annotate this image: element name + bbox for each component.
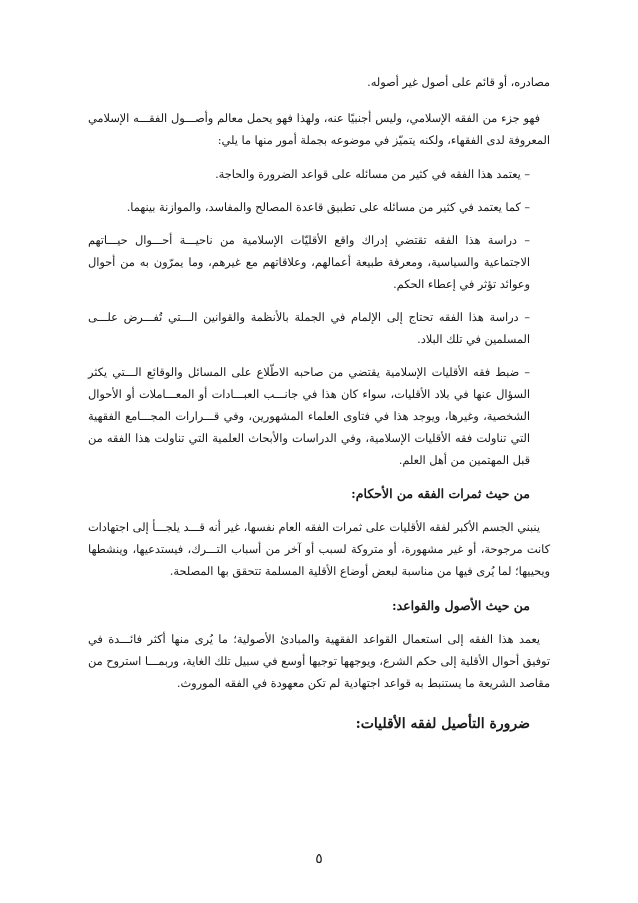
bullet-3: – دراسة هذا الفقه تقتضي إدراك واقع الأقليّات الإسلامية من ناحيـــة أحـــوال حيـــاتهم الاجتماعية والسياسية، ومعرفة طبيعة أعمالهم، وعلاقاتهم مع غيرهم، وما يمرّون به من أحوال وعوائد تؤثر في إعطاء الحكم.: [88, 234, 530, 291]
bullet-4: – دراسة هذا الفقه تحتاج إلى الإلمام في الجملة بالأنظمة والقوانين الـــتي تُفـــرض علـــى المسلمين في تلك البلاد.: [88, 311, 530, 346]
section-heading-principles: من حيث الأصول والقواعد:: [391, 598, 530, 613]
section-heading-fruits: من حيث ثمرات الفقه من الأحكام:: [351, 486, 530, 501]
section-heading-necessity: ضرورة التأصيل لفقه الأقليات:: [355, 716, 530, 732]
page-number: ٥: [315, 851, 323, 867]
paragraph-principles: يعمد هذا الفقه إلى استعمال القواعد الفقهية والمبادئ الأصولية؛ ما يُرى منها أكثر فائـــدة في توفيق أحوال الأقلية إلى حكم الشرع، ويوجهها توجيها أوسع في سبيل تلك الغاية، وربمـــا استروح من مقاصد الشريعة ما يستنبط به قواعد اجتهادية لم تكن معهودة في الفقه الموروث.: [88, 633, 550, 690]
bullet-2: – كما يعتمد في كثير من مسائله على تطبيق قاعدة المصالح والمفاسد، والموازنة بينهما.: [126, 201, 530, 214]
bullet-1: – يعتمد هذا الفقه في كثير من مسائله على قواعد الضرورة والحاجة.: [215, 168, 530, 181]
paragraph-continuation: مصادره، أو قائم على أصول غير أصوله.: [367, 76, 550, 89]
bullet-5: – ضبط فقه الأقليات الإسلامية يقتضي من صاحبه الاطّلاع على المسائل والوقائع الـــتي يكثر السؤال عنها في بلاد الأقليات، سواء كان هذا في جانـــب العبـــادات أو المعـــاملات أو الأحوال الشخصية، وغيرها، ويوجد هذا في فتاوى العلماء المشهورين، وفي قـــرارات المجـــامع الفقهية التي تناولت فقه الأقليات الإسلامية، وفي الدراسات والأبحاث العلمية التي تناولت هذا الفقه من قبل المهتمين من أهل العلم.: [88, 366, 530, 467]
paragraph-intro: فهو جزء من الفقه الإسلامي، وليس أجنبيًا عنه، ولهذا فهو يحمل معالم وأصـــول الفقـــه الإسلامي المعروفة لدى الفقهاء، ولكنه يتميّز في موضوعه بجملة أمور منها ما يلي:: [88, 112, 550, 147]
paragraph-fruits: ينبني الجسم الأكبر لفقه الأقليات على ثمرات الفقه العام نفسها، غير أنه قـــد يلجـــأ إلى اجتهادات كانت مرجوحة، أو غير مشهورة، أو متروكة لسبب أو آخر من أسباب التـــرك، فيستدعيها، وينشطها ويحييها؛ لما يُرى فيها من مناسبة لبعض أوضاع الأقلية المسلمة تتحقق بها المصلحة.: [88, 521, 550, 578]
